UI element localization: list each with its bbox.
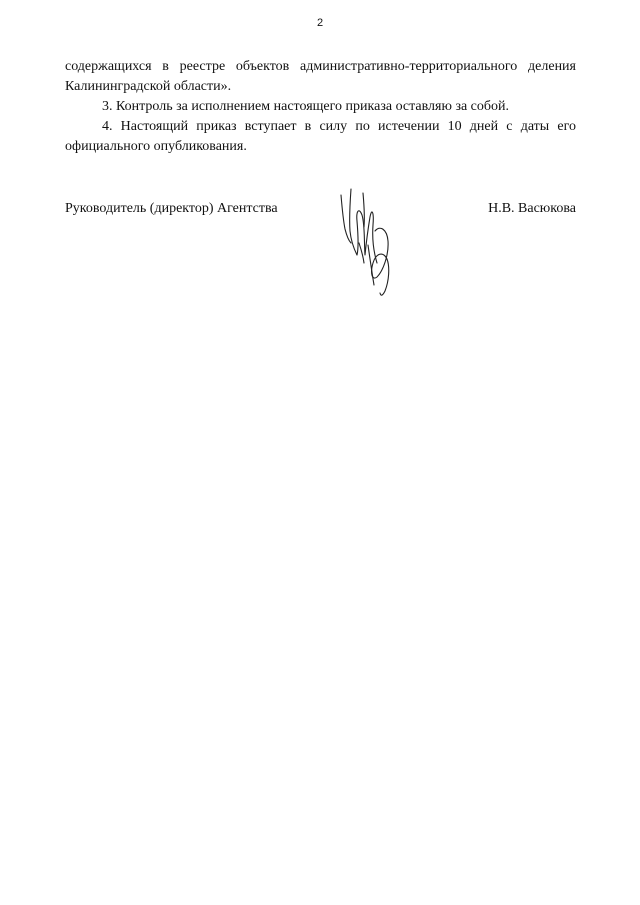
- paragraph-continuation: [65, 57, 576, 97]
- signer-name: Н.В. Васюкова: [488, 201, 576, 216]
- handwritten-signature-icon: [337, 185, 401, 300]
- paragraph-item-3: 3. Контроль за исполнением настоящего приказа оставляю за собой.: [102, 99, 510, 114]
- paragraph-line: официального опубликования.: [65, 139, 247, 154]
- paragraph-item-4: [65, 117, 576, 157]
- page-number: 2: [316, 17, 324, 29]
- document-body: [65, 57, 576, 157]
- paragraph-line: 4. Настоящий приказ вступает в силу по истечении 10 дней с даты его: [102, 119, 576, 134]
- paragraph-line: Калининградской области».: [65, 79, 232, 94]
- signer-position: Руководитель (директор) Агентства: [65, 201, 278, 216]
- signature-row: [65, 199, 576, 223]
- paragraph-line: содержащихся в реестре объектов административно-территориального деления: [65, 59, 576, 74]
